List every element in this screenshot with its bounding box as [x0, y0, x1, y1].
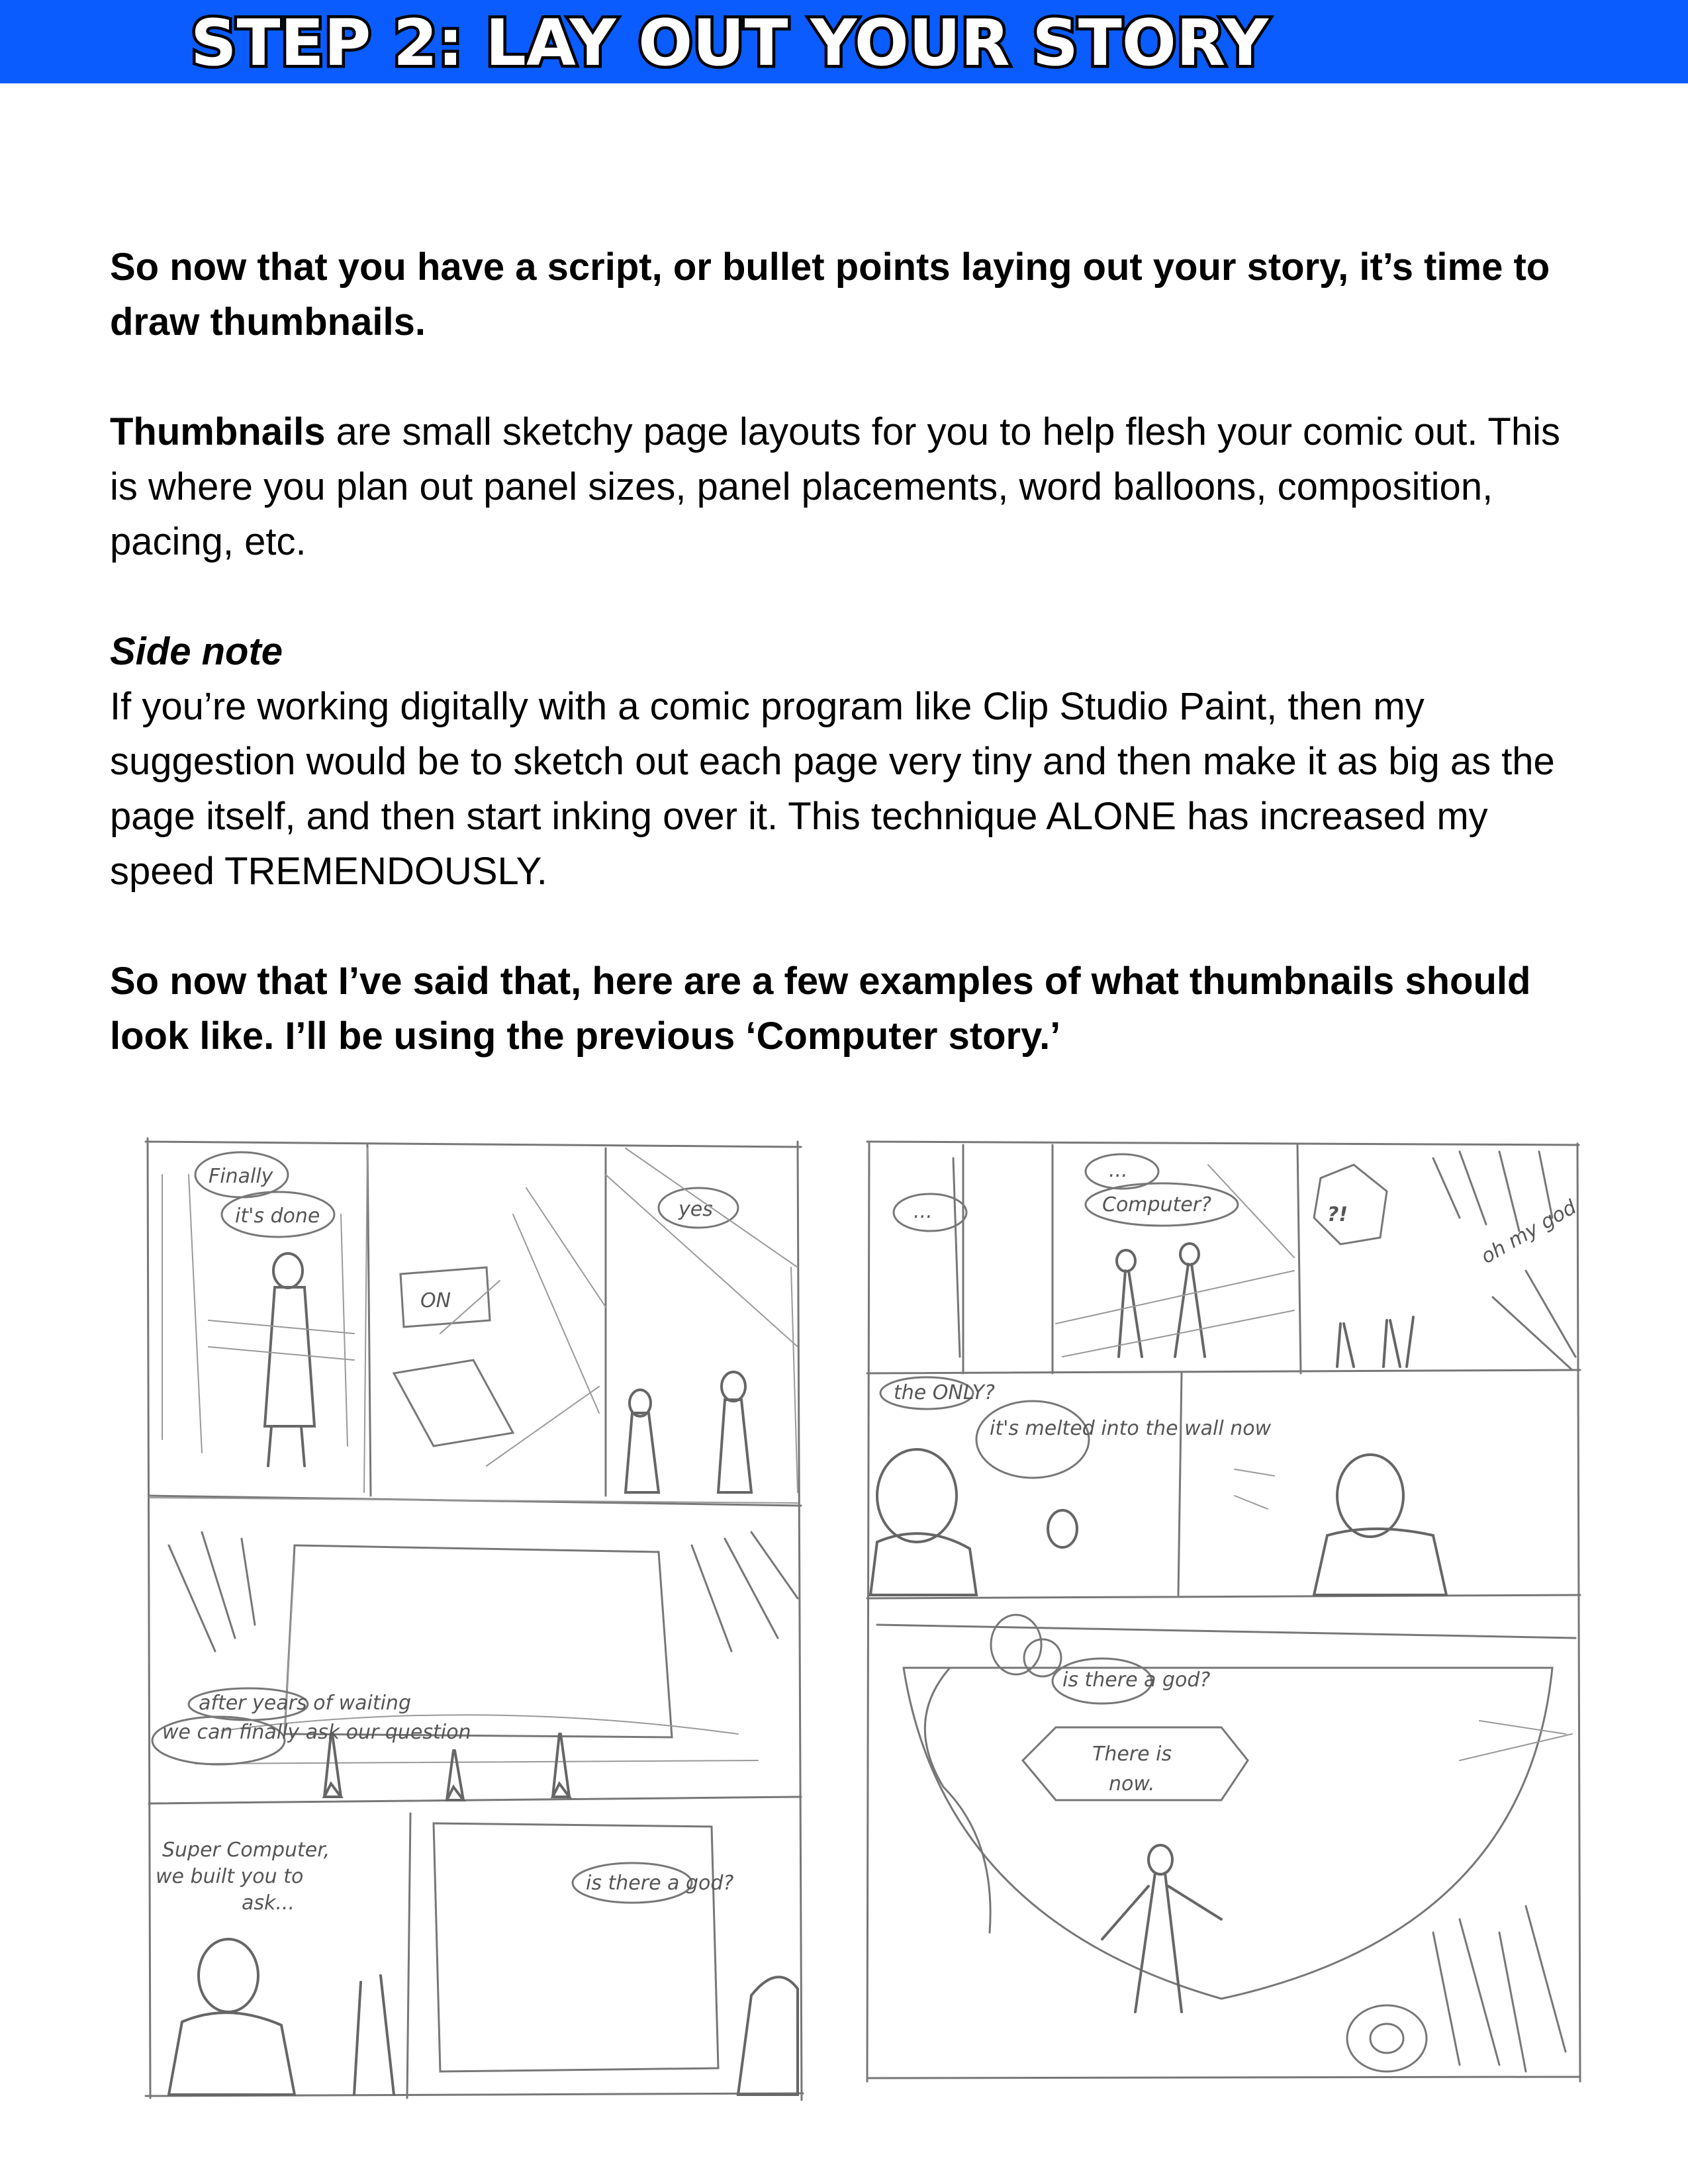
- right-balloon-exclaim: ?!: [1327, 1203, 1348, 1226]
- header-title-wrapper: [0, 0, 1688, 83]
- right-balloon-the-only: the ONLY?: [894, 1381, 995, 1404]
- right-balloon-is-there-a-god: is there a god?: [1062, 1668, 1211, 1692]
- page-title: STEP 2: LAY OUT YOUR STORY: [191, 6, 1270, 80]
- left-balloon-its-done: it's done: [235, 1205, 320, 1228]
- intro-paragraph: So now that you have a script, or bullet points laying out your story, it’s time to draw thumbnails.: [110, 246, 1550, 343]
- left-balloon-after-years: after years of waiting: [199, 1692, 411, 1715]
- left-balloon-we-built: we built you to: [156, 1865, 304, 1888]
- left-balloon-super-computer: Super Computer,: [162, 1839, 330, 1862]
- left-balloon-yes: yes: [679, 1198, 713, 1221]
- thumbnail-sketch-right: [864, 1138, 1582, 2085]
- left-balloon-finally: Finally: [209, 1165, 273, 1188]
- outro-paragraph: So now that I’ve said that, here are a few examples of what thumbnails should look like. I’ll be using the previous ‘Computer story.’: [110, 960, 1531, 1058]
- left-balloon-is-there-a-god: is there a god?: [586, 1872, 734, 1895]
- left-balloon-ask: ask...: [242, 1891, 295, 1915]
- right-balloon-computer: Computer?: [1102, 1193, 1212, 1216]
- right-balloon-dots-2: ...: [1109, 1159, 1128, 1182]
- thumbnails-definition: are small sketchy page layouts for you to help flesh your comic out. This is where you plan out panel sizes, panel placements, word balloons, composition, pacing, etc.: [110, 410, 1560, 563]
- thumbnails-term: Thumbnails: [110, 410, 326, 453]
- left-balloon-we-can: we can finally ask our question: [162, 1721, 471, 1744]
- thumbnail-sketch-left: [142, 1135, 804, 2101]
- side-note-heading: Side note: [110, 630, 283, 673]
- body-text: [110, 240, 1579, 1064]
- right-balloon-now: now.: [1109, 1772, 1155, 1796]
- right-balloon-oh-my-god: oh my god: [1477, 1195, 1581, 1269]
- side-note-body: If you’re working digitally with a comic program like Clip Studio Paint, then my suggestion would be to sketch out each page very tiny and then make it as big as the page itself, and then start inking over it. This technique ALONE has increased my speed TREMENDOUSLY.: [110, 685, 1555, 893]
- thumbnails-paragraph: [110, 404, 1579, 569]
- right-balloon-melted: it's melted into the wall now: [990, 1417, 1272, 1440]
- left-on-button-label: ON: [420, 1289, 451, 1312]
- right-balloon-there-is: There is: [1092, 1743, 1172, 1766]
- right-balloon-dots-1: ...: [914, 1200, 933, 1223]
